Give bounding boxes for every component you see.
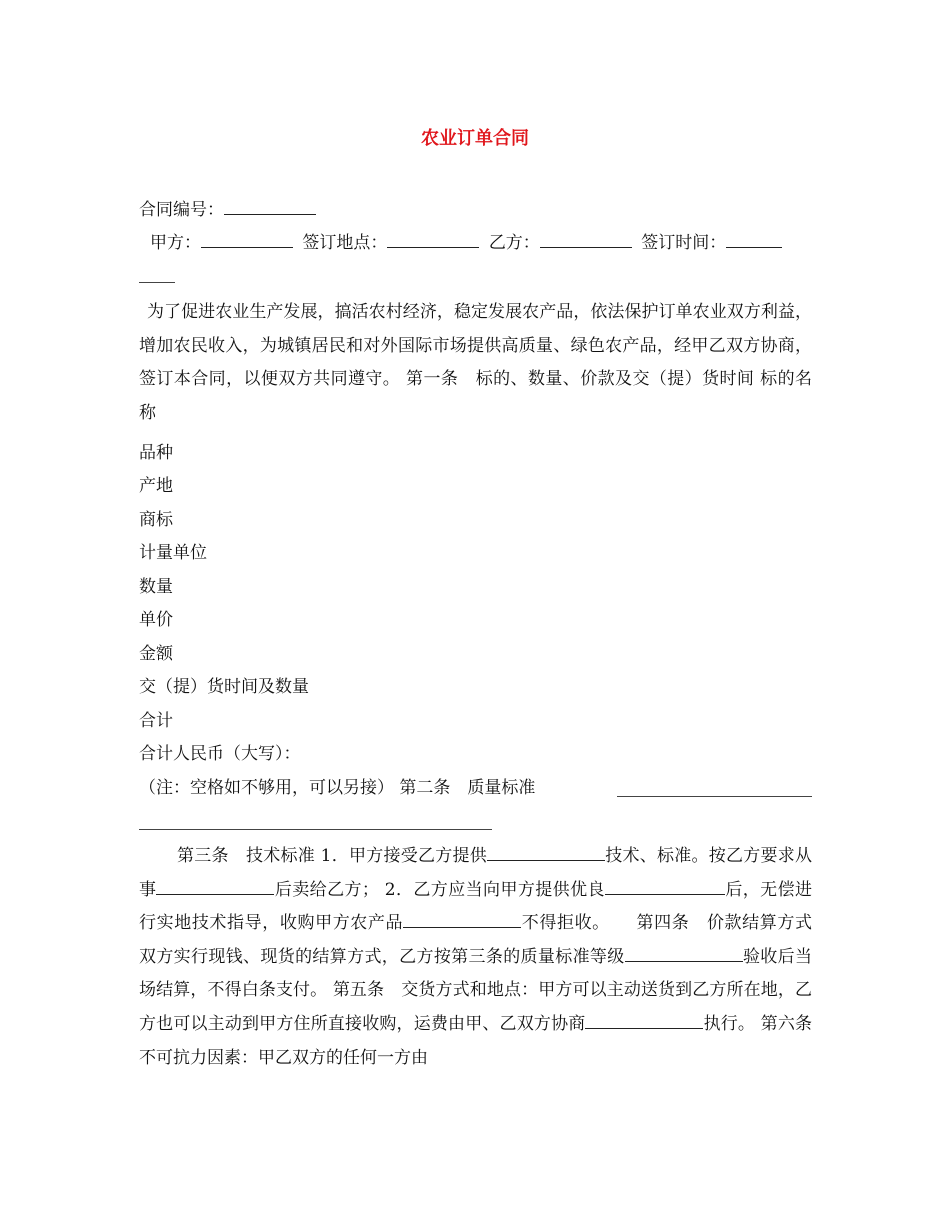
body-text-1: 第三条 技术标准 1．甲方接受乙方提供: [177, 846, 487, 866]
body-text-2: 技术、标准。按乙方要求从事: [139, 846, 812, 900]
party-b-label: 乙方：: [488, 233, 540, 253]
fine-variety-blank[interactable]: [605, 876, 725, 895]
freight-blank[interactable]: [585, 1010, 703, 1029]
body-text-4: 后，无偿进行实地技术指导，收购甲方农产品: [139, 879, 813, 934]
party-b-blank[interactable]: [540, 229, 632, 248]
list-item: 交（提）货时间及数量: [139, 677, 309, 697]
note-line: （注：空格如不够用，可以另接） 第二条 质量标准: [139, 778, 536, 798]
sign-place-label: 签订地点：: [302, 233, 388, 253]
quality-standard-blank-continued[interactable]: [139, 829, 492, 830]
technology-blank[interactable]: [487, 842, 605, 861]
body-text-3: 后卖给乙方； 2．乙方应当向甲方提供优良: [274, 879, 605, 900]
intro-paragraph: 为了促进农业生产发展，搞活农村经济，稳定发展农产品，依法保护订单农业双方利益，增加农民收入，为城镇居民和对外国际市场提供高质量、绿色农产品，经甲乙双方协商，签订本合同，以便双方共同遵守。 第一条 标的、数量、价款及交（提）货时间 标的名称: [139, 302, 812, 423]
body-text-6: 验收后当场结算，不得白条支付。 第五条 交货方式和地点：甲方可以主动送货到乙方所在地，乙方也可以主动到甲方住所直接收购，运费由甲、乙双方协商: [139, 946, 812, 1034]
list-item: 合计: [139, 711, 173, 731]
sign-time-blank[interactable]: [726, 229, 782, 248]
list-item: 商标: [139, 510, 173, 530]
parties-line: [150, 229, 786, 255]
list-item: 计量单位: [139, 543, 207, 563]
contract-number-blank[interactable]: [224, 196, 316, 215]
body-paragraph: [139, 840, 829, 1075]
party-a-blank[interactable]: [201, 229, 293, 248]
production-blank[interactable]: [156, 876, 274, 895]
sign-time-blank-continued: [139, 282, 175, 283]
document-title: 农业订单合同: [421, 128, 529, 149]
body-text-5: 不得拒收。 第四条 价款结算方式 双方实行现钱、现货的结算方式，乙方按第三条的质量标准等级: [139, 913, 812, 967]
sign-place-blank[interactable]: [387, 229, 479, 248]
list-item: 合计人民币（大写）：: [139, 744, 301, 764]
quality-standard-blank[interactable]: [617, 796, 812, 797]
grade-blank[interactable]: [625, 943, 743, 962]
list-item: 产地: [139, 476, 173, 496]
list-item: 品种: [139, 443, 173, 463]
list-item: 金额: [139, 644, 173, 664]
list-item: 数量: [139, 577, 173, 597]
body-text-7: 执行。 第六条 不可抗力因素：甲乙双方的任何一方由: [139, 1013, 829, 1068]
party-a-label: 甲方：: [150, 233, 201, 253]
contract-number-line: [139, 196, 320, 222]
sign-time-label: 签订时间：: [641, 233, 727, 253]
product-blank[interactable]: [403, 909, 521, 928]
list-item: 单价: [139, 610, 173, 630]
contract-number-label: 合同编号：: [139, 200, 224, 220]
